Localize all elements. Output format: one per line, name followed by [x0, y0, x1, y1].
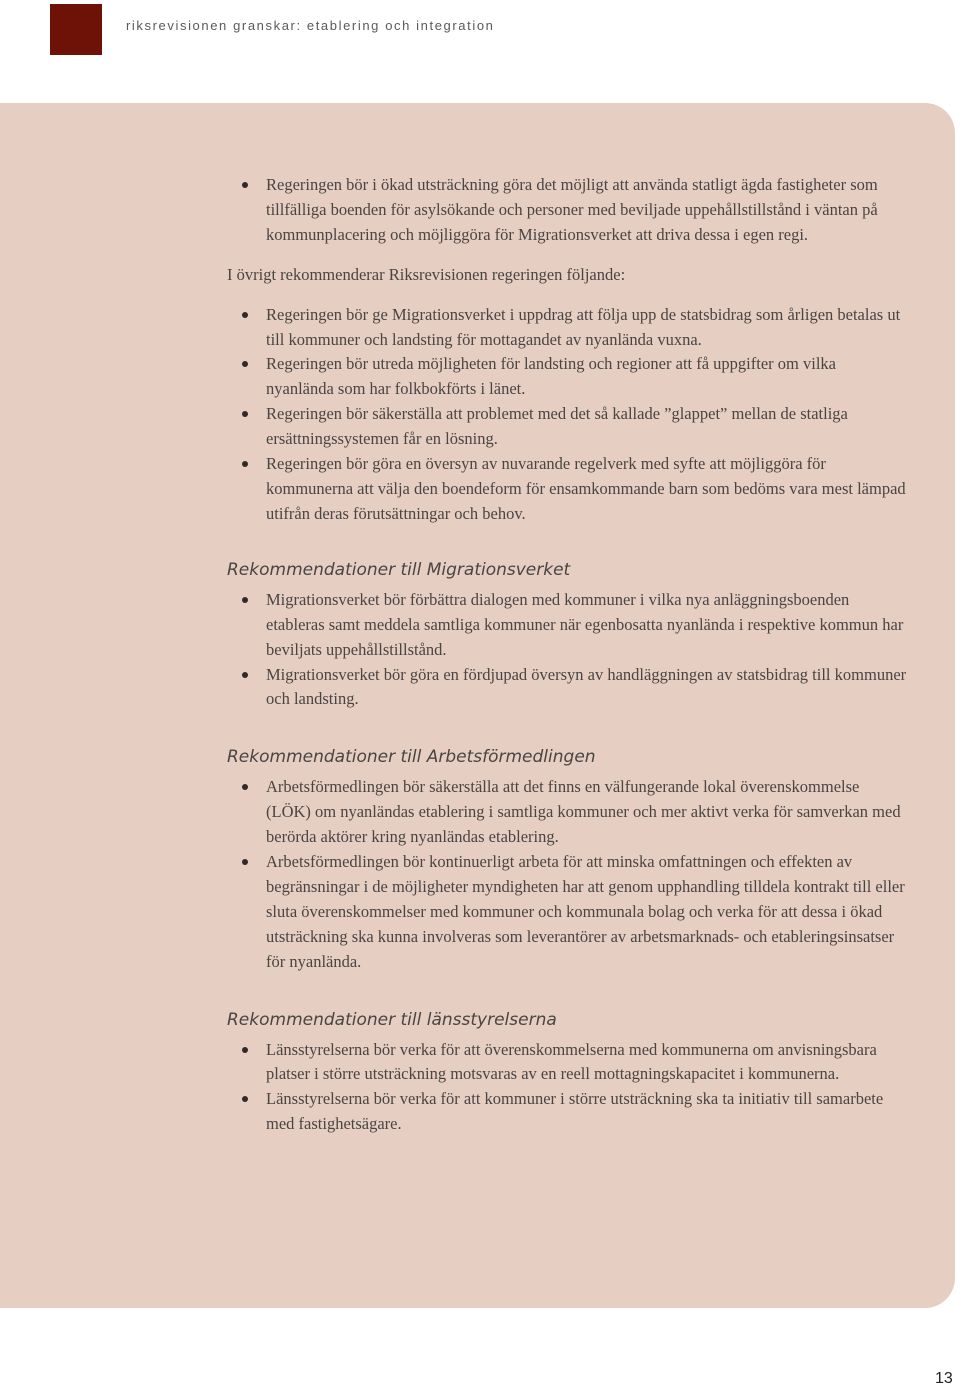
arbetsformedlingen-bullet-list: [227, 775, 907, 974]
list-item: Migrationsverket bör förbättra dialogen med kommuner i vilka nya anläggningsboenden etableras samt meddela samtliga kommuner när egenbosatta nyanlända i respektive kommun har beviljats uppehållstillstånd.: [227, 588, 907, 663]
list-item: Migrationsverket bör göra en fördjupad översyn av handläggningen av statsbidrag till kommuner och landsting.: [227, 663, 907, 713]
lansstyrelserna-bullet-list: [227, 1038, 907, 1138]
section-heading-lansstyrelserna: Rekommendationer till länsstyrelserna: [227, 1009, 557, 1030]
content: [227, 173, 907, 1137]
migrationsverket-bullet-list: [227, 588, 907, 713]
intro-paragraph: I övrigt rekommenderar Riksrevisionen regeringen följande:: [227, 264, 626, 284]
list-item: Regeringen bör ge Migrationsverket i uppdrag att följa upp de statsbidrag som årligen betalas ut till kommuner och landsting för mottagandet av nyanlända vuxna.: [227, 303, 907, 353]
brand-square: [50, 4, 102, 55]
government-bullet-list: [227, 303, 907, 527]
top-bullet-list: [227, 173, 907, 248]
list-item: Länsstyrelserna bör verka för att kommuner i större utsträckning ska ta initiativ till samarbete med fastighetsägare.: [227, 1087, 907, 1137]
list-item: Arbetsförmedlingen bör säkerställa att det finns en välfungerande lokal överenskommelse (LÖK) om nyanländas etablering i samtliga kommuner och mer aktivt verka för samverkan med berörda aktörer kring nyanländas etablering.: [227, 775, 907, 850]
section-heading-arbetsformedlingen: Rekommendationer till Arbetsförmedlingen: [227, 747, 596, 768]
list-item: Regeringen bör utreda möjligheten för landsting och regioner att få uppgifter om vilka nyanlända som har folkbokförts i länet.: [227, 352, 907, 402]
list-item: Regeringen bör säkerställa att problemet med det så kallade ”glappet” mellan de statliga ersättningssystemen får en lösning.: [227, 402, 907, 452]
list-item: Regeringen bör i ökad utsträckning göra det möjligt att använda statligt ägda fastigheter som tillfälliga boenden för asylsökande och personer med beviljade uppehållstillstånd i väntan på kommunplacering och möjliggöra för Migrationsverket att driva dessa i egen regi.: [227, 173, 907, 248]
list-item: Arbetsförmedlingen bör kontinuerligt arbeta för att minska omfattningen och effekten av begränsningar i de möjligheter myndigheten har att genom upphandling tilldela kontrakt till eller sluta överenskommelser med kommuner och kommunala bolag och verka för att dessa i ökad utsträckning ska kunna involveras som leverantörer av arbetsmarknads- och etableringsinsatser för nyanlända.: [227, 850, 907, 975]
section-heading-migrationsverket: Rekommendationer till Migrationsverket: [227, 559, 571, 580]
running-title: riksrevisionen granskar: etablering och integration: [126, 18, 495, 33]
list-item: Länsstyrelserna bör verka för att överenskommelserna med kommunerna om anvisningsbara platser i större utsträckning motsvaras av en reell mottagningskapacitet i kommunerna.: [227, 1038, 907, 1088]
page-number: 13: [935, 1370, 953, 1387]
list-item: Regeringen bör göra en översyn av nuvarande regelverk med syfte att möjliggöra för kommunerna att välja den boendeform för ensamkommande barn som bedöms vara mest lämpad utifrån deras förutsättningar och behov.: [227, 452, 907, 527]
